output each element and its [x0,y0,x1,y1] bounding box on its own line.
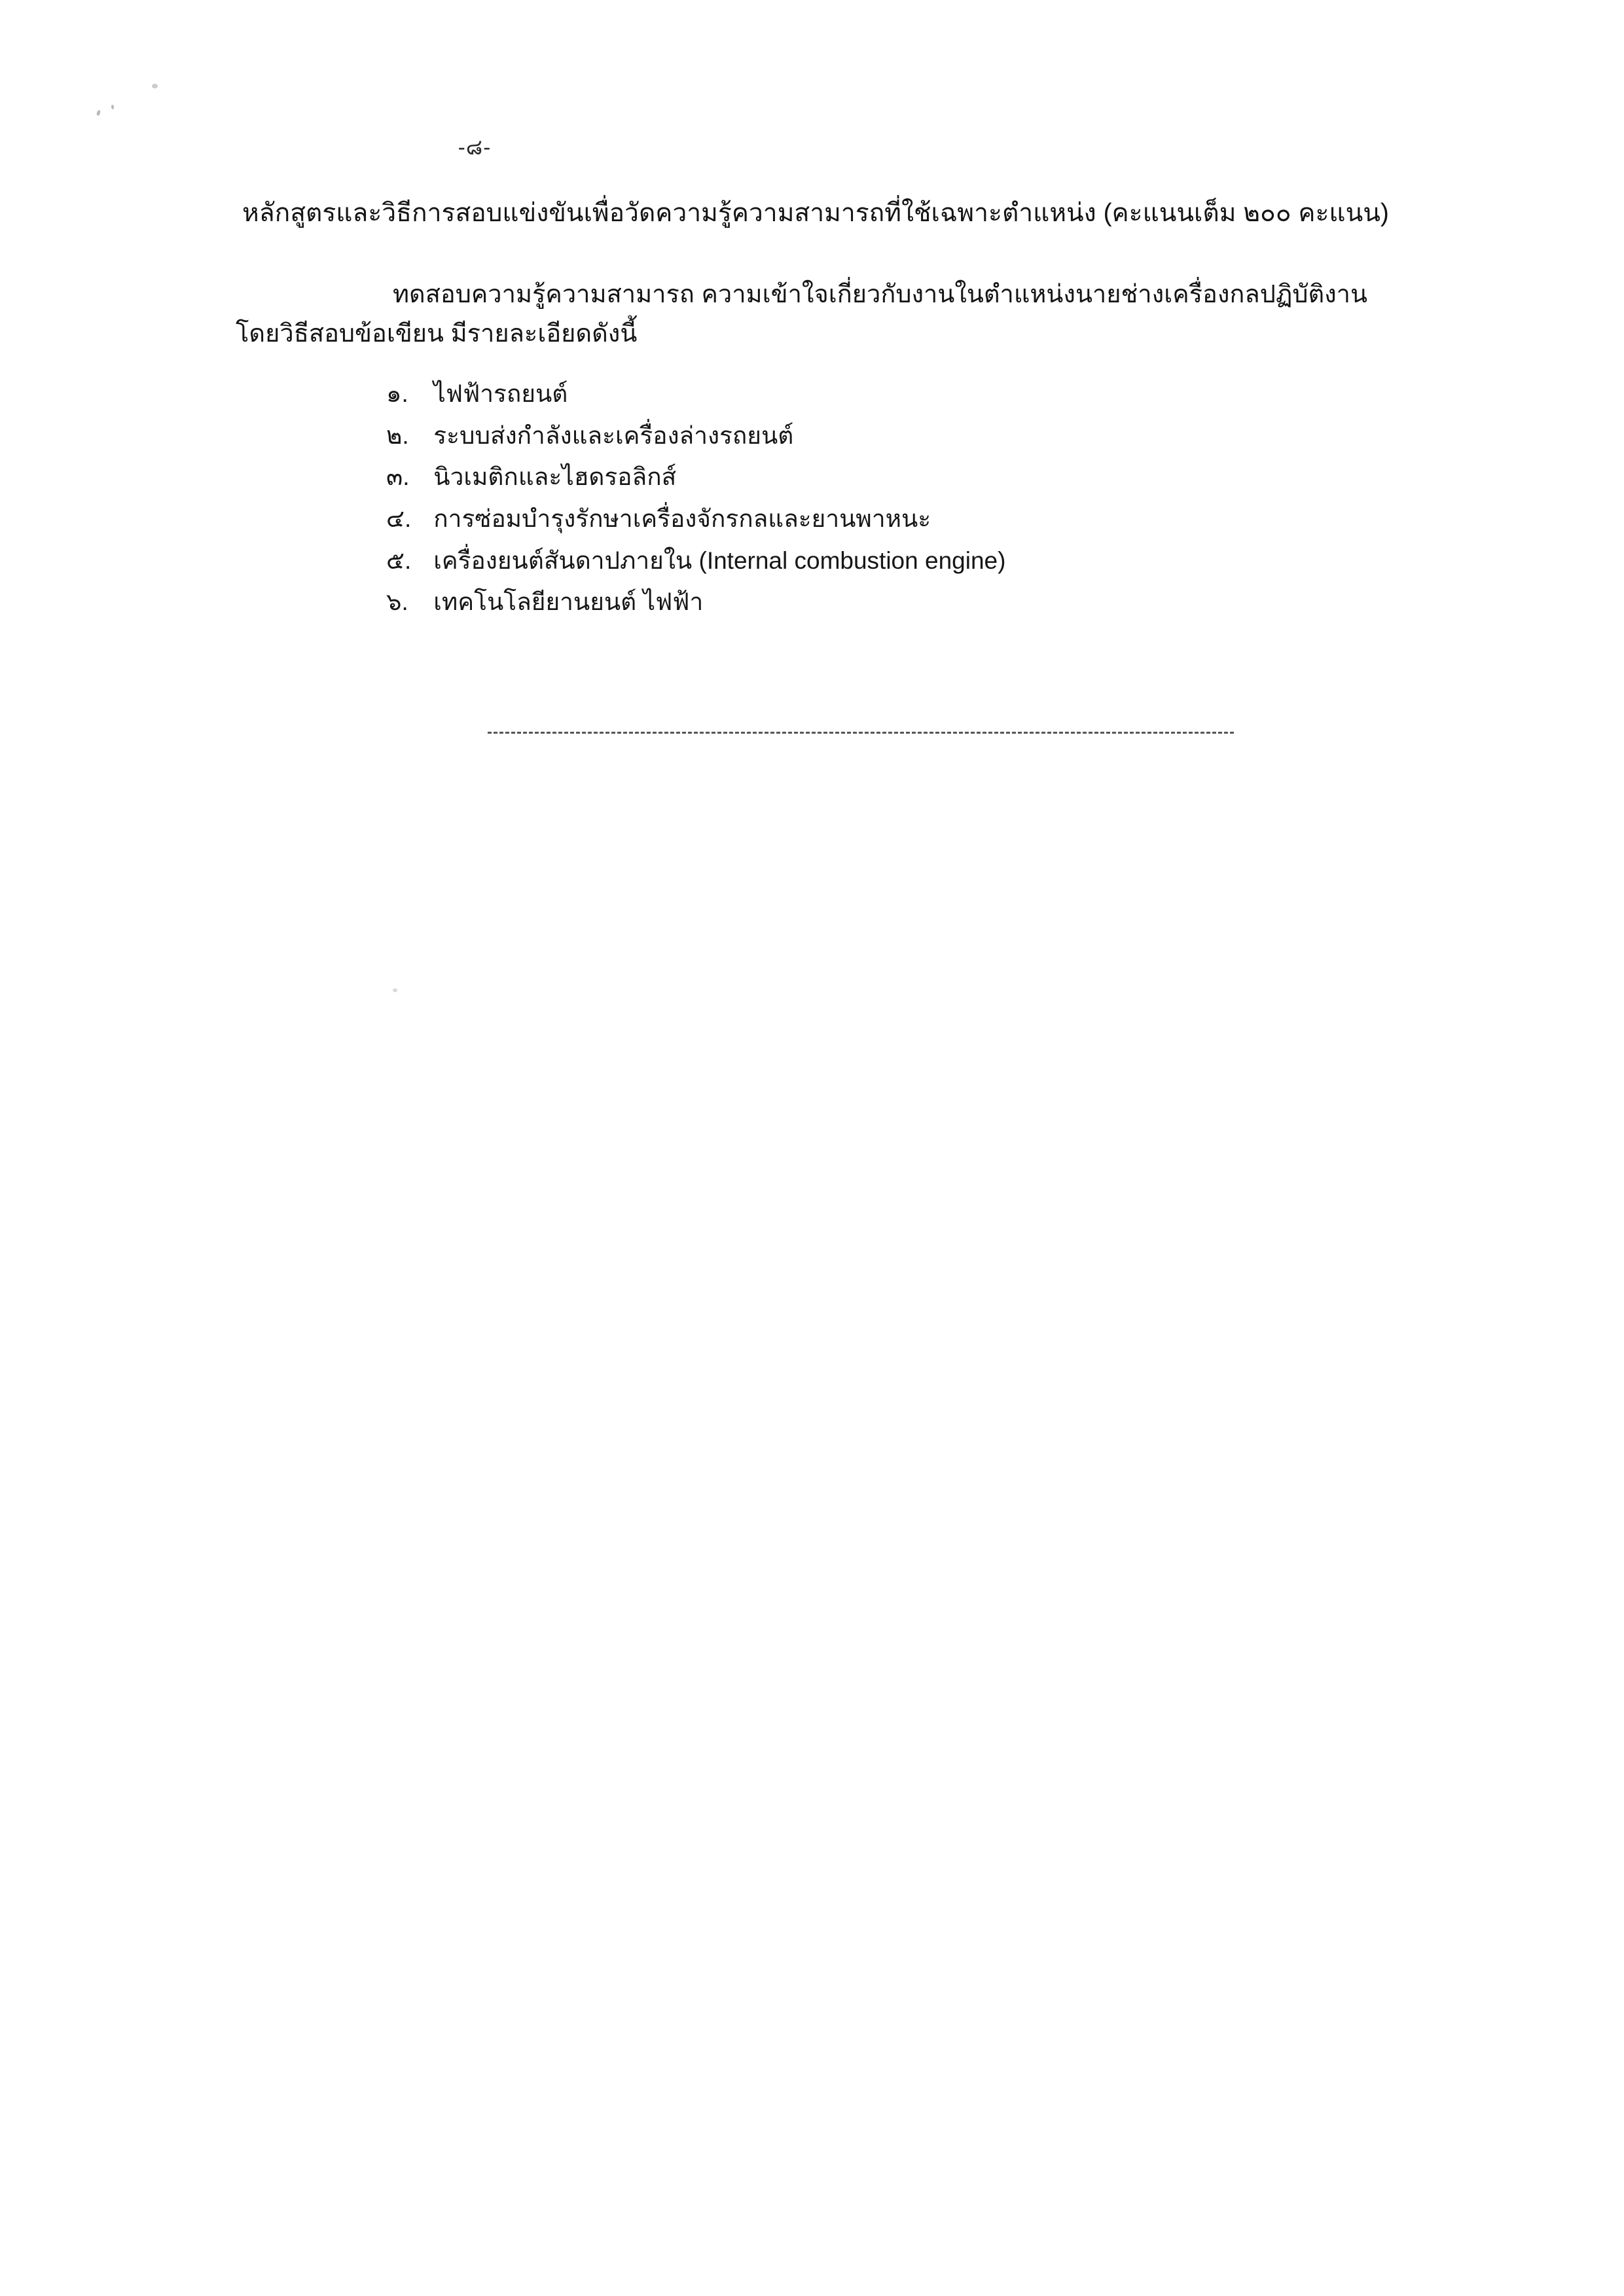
list-item [386,540,1434,582]
list-item-number: ๑. [386,380,408,407]
scan-speck-icon [393,988,397,992]
list-item-number: ๕. [386,547,412,574]
scan-speck-icon [152,84,158,88]
list-item-label: นิวเมติกและไฮดรอลิกส์ [433,463,677,491]
intro-paragraph [236,275,1486,353]
list-item [386,415,1434,457]
list-item [386,498,1434,540]
list-item [386,581,1434,623]
scan-speck-icon [96,109,101,116]
topic-list [386,373,1434,623]
list-item-label: เครื่องยนต์สันดาปภายใน (Internal combustion engine) [433,547,1006,574]
page-title: หลักสูตรและวิธีการสอบแข่งขันเพื่อวัดความรู้ความสามารถที่ใช้เฉพาะตำแหน่ง (คะแนนเต็ม ๒๐๐ คะแนน) [242,199,1389,227]
list-item [386,373,1434,415]
list-item-label: เทคโนโลยียานยนต์ ไฟฟ้า [433,588,704,616]
list-item-label: การซ่อมบำรุงรักษาเครื่องจักรกลและยานพาหนะ [433,505,931,532]
intro-paragraph-line-1: ทดสอบความรู้ความสามารถ ความเข้าใจเกี่ยวกับงานในตำแหน่งนายช่างเครื่องกลปฏิบัติงาน [393,281,1367,308]
section-divider [488,732,1234,734]
list-item-number: ๒. [386,422,409,449]
list-item-number: ๖. [386,588,408,616]
list-item-label: ระบบส่งกำลังและเครื่องล่างรถยนต์ [433,422,794,449]
scan-speck-icon [111,105,115,109]
list-item-number: ๔. [386,505,412,532]
list-item-label: ไฟฟ้ารถยนต์ [433,380,568,407]
page-number: -๘- [458,135,492,159]
intro-paragraph-line-2: โดยวิธีสอบข้อเขียน มีรายละเอียดดังนี้ [236,320,638,348]
list-item-number: ๓. [386,463,410,491]
list-item [386,456,1434,498]
